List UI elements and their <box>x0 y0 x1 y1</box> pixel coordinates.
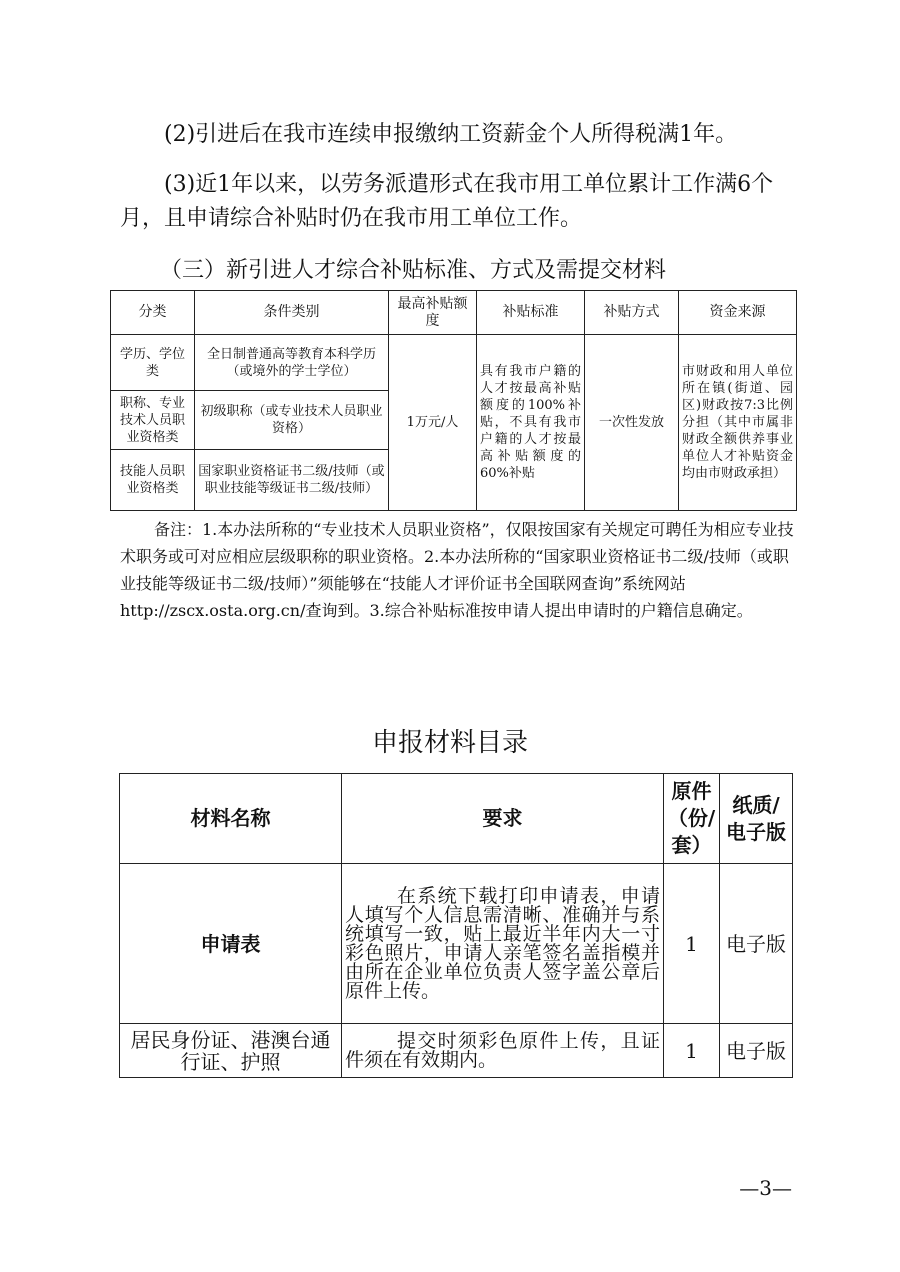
count-cell: 1 <box>664 864 720 1024</box>
materials-table <box>119 773 793 1078</box>
method-cell: 一次性发放 <box>585 335 679 511</box>
table-row <box>111 335 797 391</box>
material-name-cell: 居民身份证、港澳台通行证、护照 <box>120 1024 342 1078</box>
format-cell: 电子版 <box>720 1024 793 1078</box>
paragraph-item-3: (3)近1年以来，以劳务派遣形式在我市用工单位累计工作满6个月，且申请综合补贴时仍在我市用工单位工作。 <box>120 172 774 231</box>
page-number: —3— <box>739 1176 792 1200</box>
table-header-cell: 补贴标准 <box>477 291 585 335</box>
table-header-row <box>111 291 797 335</box>
standard-cell: 具有我市户籍的人才按最高补贴额度的100%补贴，不具有我市户籍的人才按最高补贴额度的60%补贴 <box>477 335 585 511</box>
max-amount-cell: 1万元/人 <box>389 335 477 511</box>
table-header-cell: 资金来源 <box>679 291 797 335</box>
format-cell: 电子版 <box>720 864 793 1024</box>
table-header-cell: 原件（份/套） <box>664 774 720 864</box>
funding-cell: 市财政和用人单位所在镇(街道、园区)财政按7:3比例分担（其中市属非财政全额供养事业单位人才补贴资金均由市财政承担） <box>679 335 797 511</box>
paragraph-item-2: (2)引进后在我市连续申报缴纳工资薪金个人所得税满1年。 <box>164 122 738 147</box>
table-row <box>120 1024 793 1078</box>
subsidy-table <box>110 290 797 511</box>
table-note: 备注：1.本办法所称的“专业技术人员职业资格”，仅限按国家有关规定可聘任为相应专业技术职务或可对应相应层级职称的职业资格。2.本办法所称的“国家职业资格证书二级/技师（或职业技能等级证书二级/技师）”须能够在“技能人才评价证书全国联网查询”系统网站http://zscx.osta.org.cn/查询到。3.综合补贴标准按申请人提出申请时的户籍信息确定。 <box>120 520 794 620</box>
table-header-cell: 纸质/电子版 <box>720 774 793 864</box>
table-header-cell: 最高补贴额度 <box>389 291 477 335</box>
section-heading-3: （三）新引进人才综合补贴标准、方式及需提交材料 <box>160 258 667 283</box>
material-name-cell: 申请表 <box>120 864 342 1024</box>
requirement-cell: 提交时须彩色原件上传，且证件须在有效期内。 <box>342 1024 664 1078</box>
category-cell: 学历、学位类 <box>111 335 195 391</box>
count-cell: 1 <box>664 1024 720 1078</box>
table-header-cell: 要求 <box>342 774 664 864</box>
requirement-cell: 在系统下载打印申请表，申请人填写个人信息需清晰、准确并与系统填写一致，贴上最近半年内大一寸彩色照片，申请人亲笔签名盖指模并由所在企业单位负责人签字盖公章后原件上传。 <box>342 864 664 1024</box>
condition-cell: 初级职称（或专业技术人员职业资格） <box>195 391 389 450</box>
category-cell: 技能人员职业资格类 <box>111 450 195 511</box>
category-cell: 职称、专业技术人员职业资格类 <box>111 391 195 450</box>
condition-cell: 国家职业资格证书二级/技师（或职业技能等级证书二级/技师） <box>195 450 389 511</box>
materials-title: 申报材料目录 <box>371 728 528 758</box>
condition-cell: 全日制普通高等教育本科学历（或境外的学士学位） <box>195 335 389 391</box>
table-header-cell: 补贴方式 <box>585 291 679 335</box>
table-header-cell: 分类 <box>111 291 195 335</box>
table-header-row <box>120 774 793 864</box>
table-header-cell: 条件类别 <box>195 291 389 335</box>
table-row <box>120 864 793 1024</box>
table-header-cell: 材料名称 <box>120 774 342 864</box>
